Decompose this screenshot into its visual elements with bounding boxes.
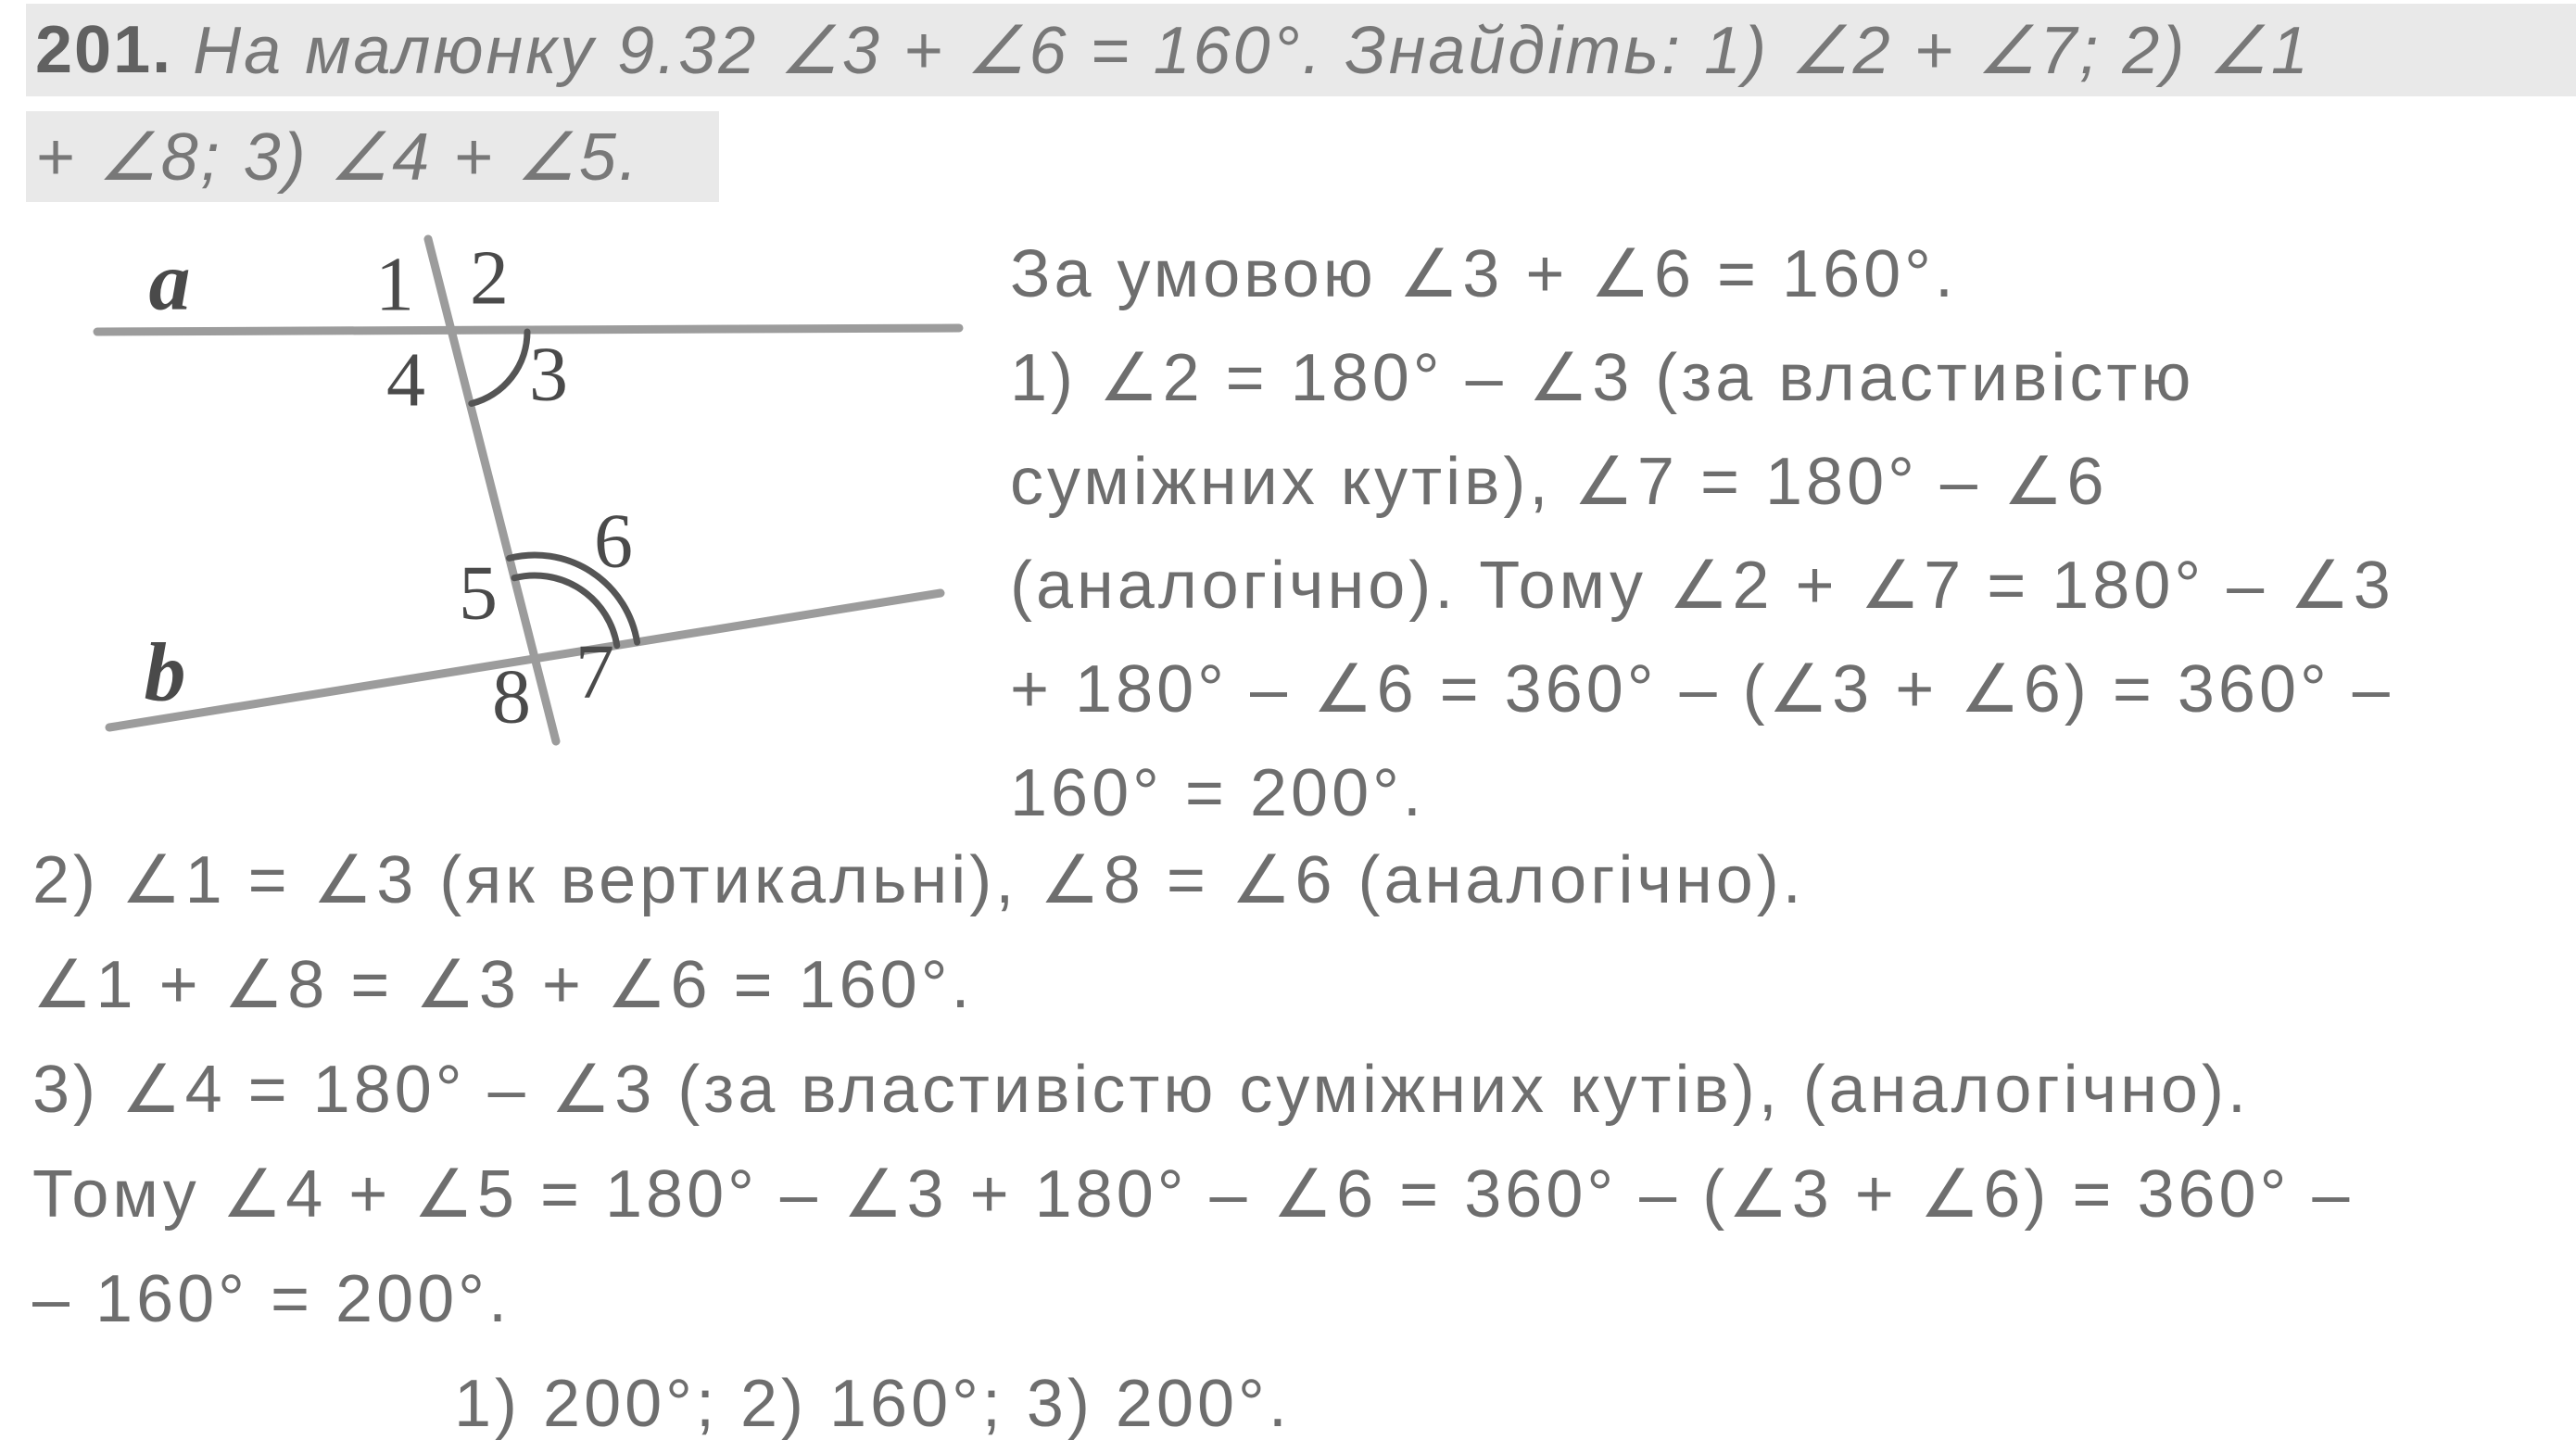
angle-label-2: 2 <box>470 234 509 322</box>
solution-line: За умовою ∠3 + ∠6 = 160°. <box>1010 237 1957 311</box>
angle-label-7: 7 <box>575 628 614 715</box>
angle-label-1: 1 <box>375 241 414 328</box>
solution-line: 1) ∠2 = 180° – ∠3 (за властивістю <box>1010 341 2195 415</box>
angle-label-5: 5 <box>459 550 498 637</box>
solution-line: 2) ∠1 = ∠3 (як вертикальні), ∠8 = ∠6 (аналогічно). <box>32 843 1805 917</box>
problem-statement-text-2: + ∠8; 3) ∠4 + ∠5. <box>35 120 640 195</box>
line-a-label: a <box>148 235 191 328</box>
problem-statement-line-2 <box>26 111 719 202</box>
angle-label-3: 3 <box>529 331 568 418</box>
problem-number: 201. <box>35 13 173 87</box>
geometry-diagram <box>56 213 982 788</box>
angle-3-arc <box>472 332 527 404</box>
angle-label-4: 4 <box>386 336 425 423</box>
angle-label-6: 6 <box>594 498 633 585</box>
angle-label-8: 8 <box>492 653 531 740</box>
solution-line: (аналогічно). Тому ∠2 + ∠7 = 180° – ∠3 <box>1010 549 2394 623</box>
answer-line: 1) 200°; 2) 160°; 3) 200°. <box>454 1367 1291 1441</box>
solution-bottom-block <box>32 828 2576 1453</box>
solution-right-column <box>1010 222 2576 845</box>
solution-line: – 160° = 200°. <box>32 1262 511 1336</box>
solution-line: Тому ∠4 + ∠5 = 180° – ∠3 + 180° – ∠6 = 360° – (∠3 + ∠6) = 360° – <box>32 1157 2354 1232</box>
problem-statement-line-1 <box>26 4 2576 96</box>
problem-statement-text-1: На малюнку 9.32 ∠3 + ∠6 = 160°. Знайдіть: 1) ∠2 + ∠7; 2) ∠1 <box>193 14 2311 88</box>
line-b-label: b <box>144 626 186 719</box>
solution-line: суміжних кутів), ∠7 = 180° – ∠6 <box>1010 445 2108 519</box>
solution-line: 160° = 200°. <box>1010 756 1425 830</box>
solution-line: ∠1 + ∠8 = ∠3 + ∠6 = 160°. <box>32 948 974 1022</box>
solution-line: 3) ∠4 = 180° – ∠3 (за властивістю суміжних кутів), (аналогічно). <box>32 1053 2250 1127</box>
solution-line: + 180° – ∠6 = 360° – (∠3 + ∠6) = 360° – <box>1010 652 2393 726</box>
